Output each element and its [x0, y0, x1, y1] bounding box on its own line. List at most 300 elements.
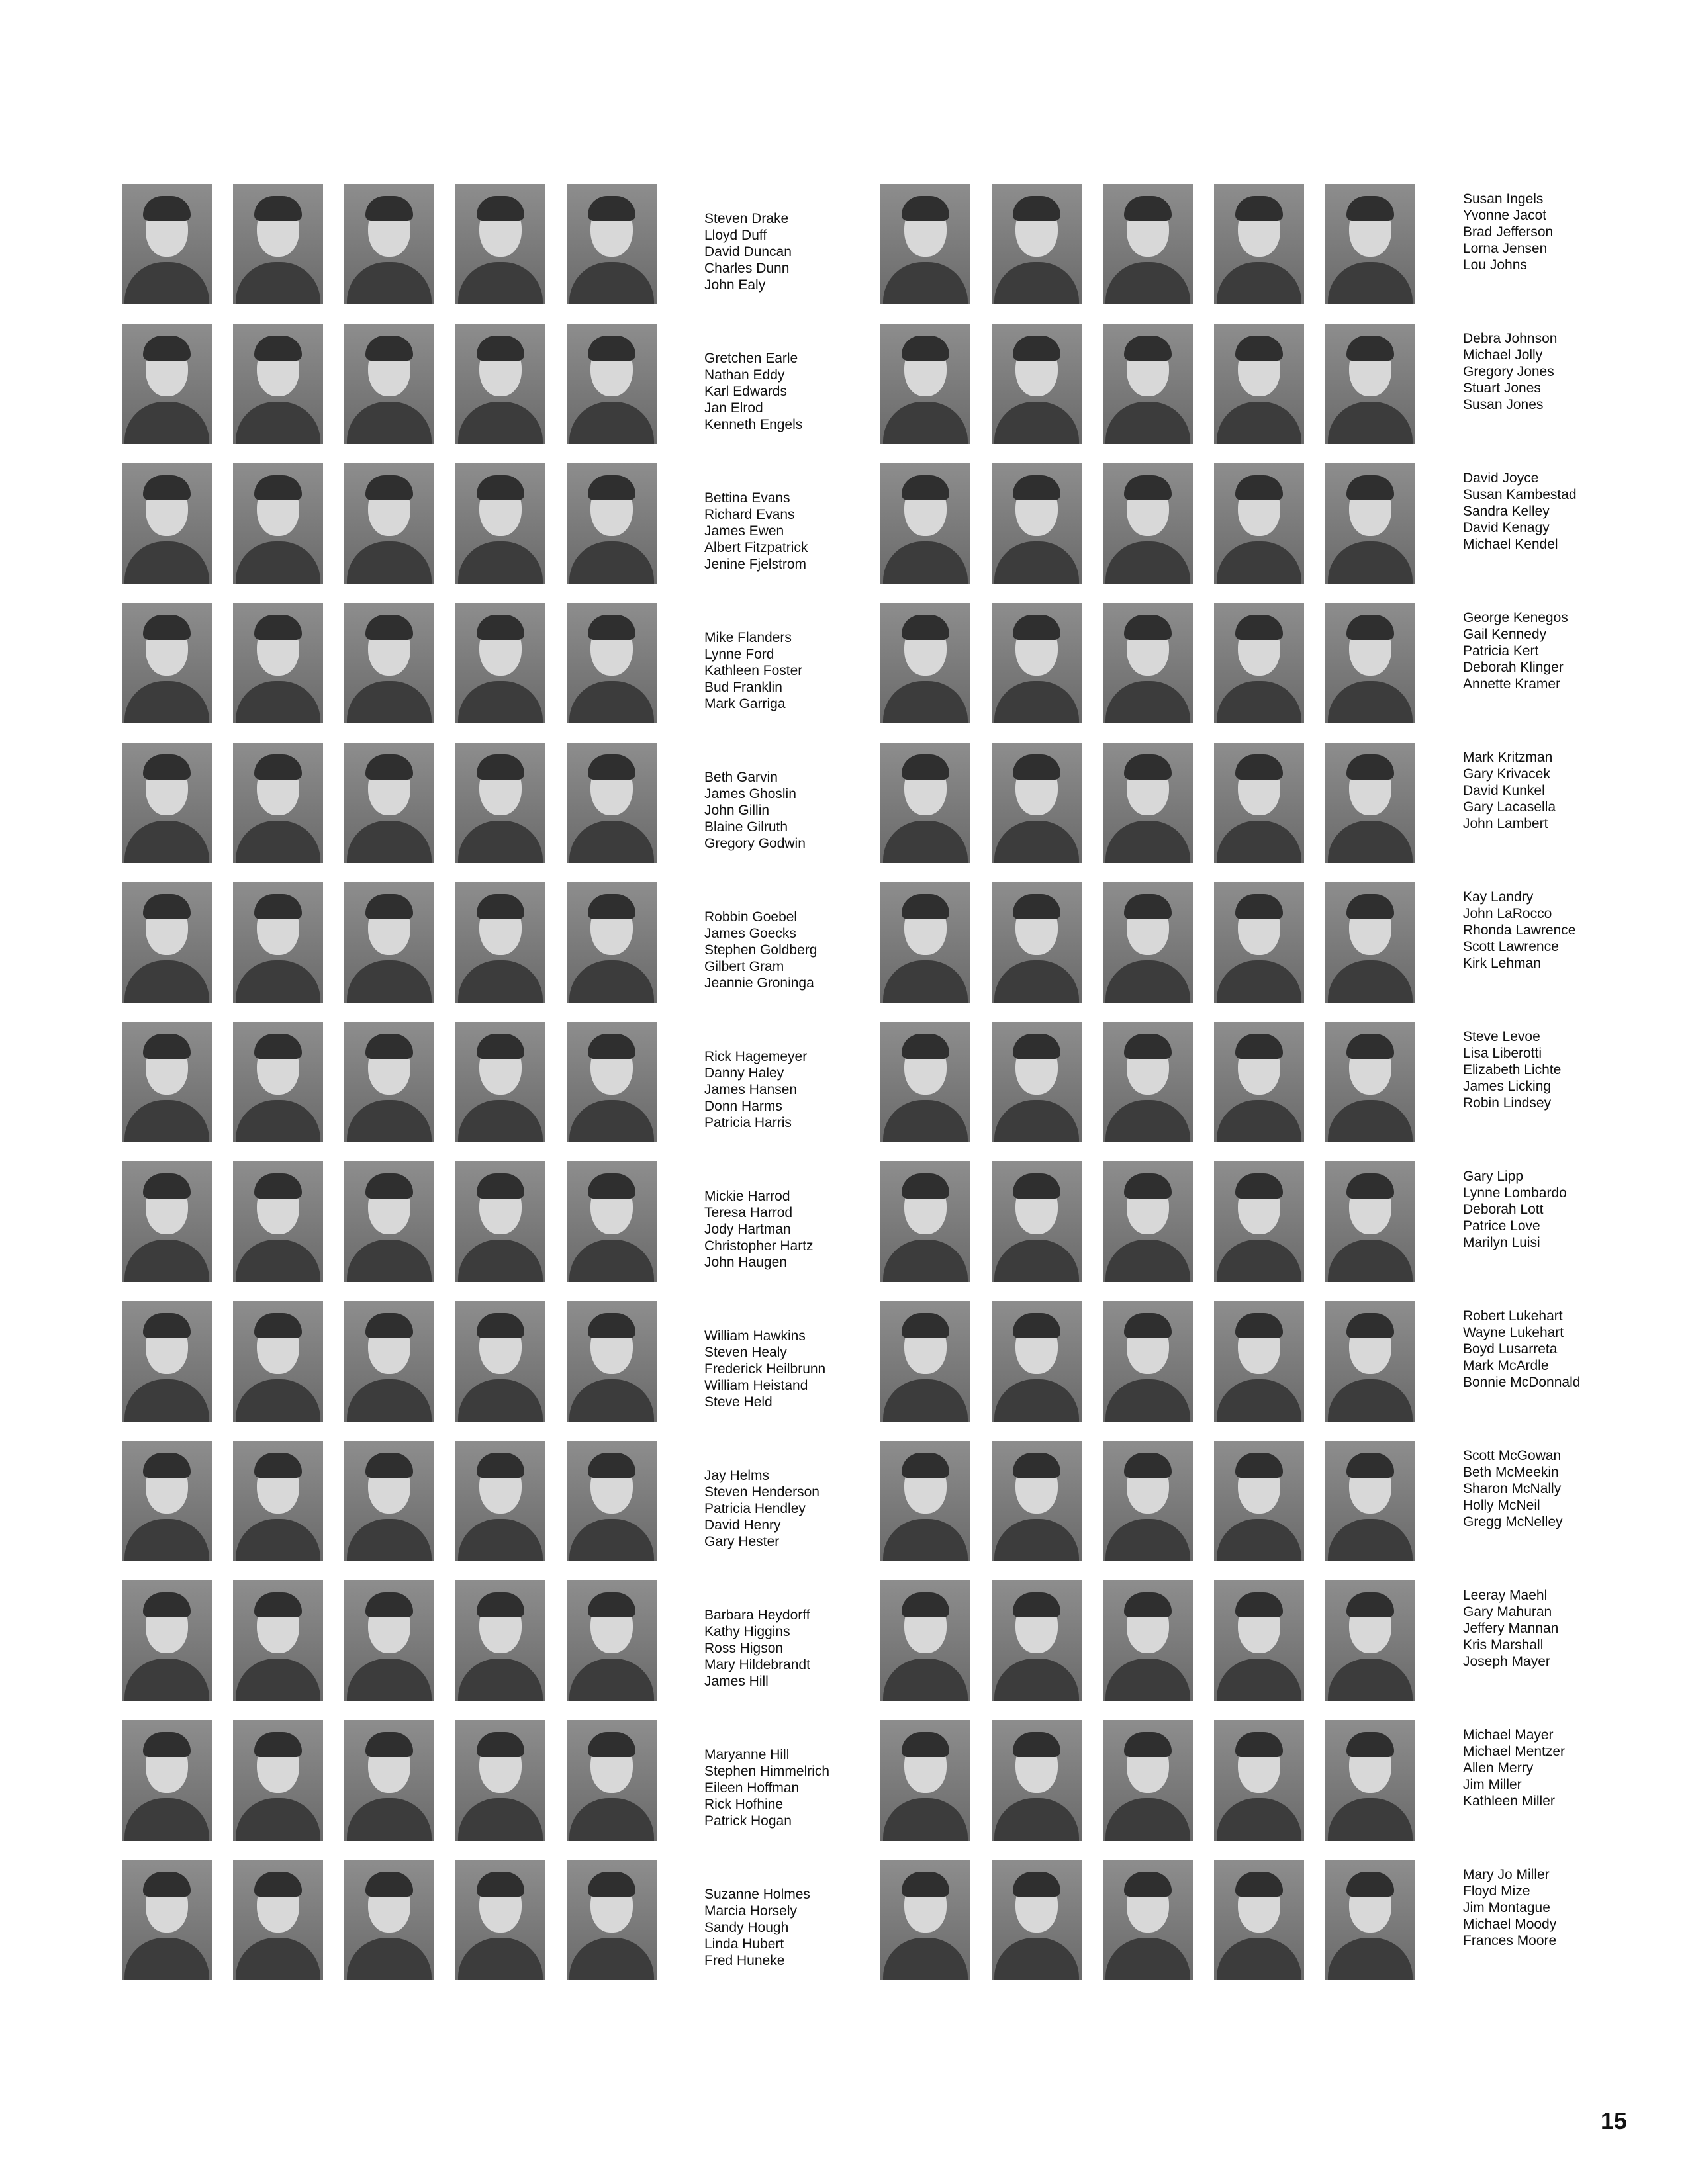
student-portrait — [880, 1022, 970, 1142]
student-name: Michael Mayer — [1463, 1727, 1554, 1743]
student-portrait — [992, 1720, 1082, 1841]
portrait-strip — [880, 603, 1415, 723]
student-portrait — [1325, 603, 1415, 723]
portrait-strip — [880, 1161, 1415, 1282]
student-name: David Kenagy — [1463, 520, 1550, 535]
student-portrait — [1103, 1860, 1193, 1980]
student-portrait — [455, 324, 545, 444]
name-list — [704, 629, 802, 712]
student-portrait — [992, 1441, 1082, 1561]
student-portrait — [344, 743, 434, 863]
student-portrait — [233, 1860, 323, 1980]
student-name: Steve Held — [704, 1394, 773, 1410]
name-list — [704, 769, 806, 852]
student-name: Lynne Lombardo — [1463, 1185, 1567, 1201]
student-portrait — [567, 603, 657, 723]
student-name: Gary Hester — [704, 1534, 780, 1549]
student-portrait — [233, 1580, 323, 1701]
student-portrait — [1325, 1580, 1415, 1701]
student-name: Marcia Horsely — [704, 1903, 798, 1919]
portrait-strip — [880, 882, 1415, 1003]
name-list — [1463, 1727, 1565, 1809]
student-portrait — [122, 1301, 212, 1422]
student-name: Stuart Jones — [1463, 381, 1541, 396]
student-portrait — [992, 463, 1082, 584]
student-name: Suzanne Holmes — [704, 1887, 810, 1902]
student-name: Jeffery Mannan — [1463, 1621, 1559, 1636]
student-name: Beth McMeekin — [1463, 1465, 1559, 1480]
student-portrait — [1214, 184, 1304, 304]
student-portrait — [880, 184, 970, 304]
student-name: Steven Drake — [704, 211, 789, 226]
student-portrait — [880, 882, 970, 1003]
portrait-row — [880, 603, 1580, 723]
portrait-strip — [880, 324, 1415, 444]
student-name: Steven Henderson — [704, 1484, 820, 1500]
student-portrait — [122, 1860, 212, 1980]
portrait-row — [122, 603, 829, 723]
student-name: Michael Moody — [1463, 1917, 1557, 1932]
student-portrait — [567, 743, 657, 863]
name-list — [1463, 749, 1556, 832]
student-name: Boyd Lusarreta — [1463, 1342, 1558, 1357]
portrait-row — [880, 324, 1580, 444]
student-name: Patrice Love — [1463, 1218, 1540, 1234]
portrait-strip — [122, 743, 657, 863]
student-portrait — [233, 1301, 323, 1422]
student-portrait — [233, 1022, 323, 1142]
student-portrait — [992, 1022, 1082, 1142]
student-name: Bud Franklin — [704, 680, 782, 695]
student-portrait — [567, 1860, 657, 1980]
portrait-row — [880, 1022, 1580, 1142]
student-name: Rhonda Lawrence — [1463, 923, 1576, 938]
student-name: Rick Hagemeyer — [704, 1049, 808, 1064]
student-portrait — [1103, 882, 1193, 1003]
student-portrait — [233, 1441, 323, 1561]
student-name: Ross Higson — [704, 1641, 784, 1656]
student-portrait — [122, 1580, 212, 1701]
student-name: Jody Hartman — [704, 1222, 791, 1237]
student-name: Gail Kennedy — [1463, 627, 1547, 642]
portrait-row — [880, 1161, 1580, 1282]
student-name: Holly McNeil — [1463, 1498, 1540, 1513]
student-name: Bettina Evans — [704, 490, 790, 506]
student-name: James Licking — [1463, 1079, 1552, 1094]
student-portrait — [455, 463, 545, 584]
student-name: Jan Elrod — [704, 400, 763, 416]
student-portrait — [567, 324, 657, 444]
name-list — [1463, 470, 1577, 553]
student-portrait — [880, 743, 970, 863]
name-list — [1463, 610, 1568, 692]
student-portrait — [1325, 882, 1415, 1003]
name-list — [1463, 1866, 1556, 1949]
student-portrait — [992, 603, 1082, 723]
portrait-row — [122, 463, 829, 584]
name-list — [704, 1328, 825, 1410]
student-name: Wayne Lukehart — [1463, 1325, 1564, 1340]
student-name: Gretchen Earle — [704, 351, 798, 366]
student-portrait — [455, 1022, 545, 1142]
student-portrait — [1103, 1580, 1193, 1701]
name-list — [704, 1886, 810, 1969]
student-portrait — [567, 184, 657, 304]
student-name: Nathan Eddy — [704, 367, 785, 383]
student-portrait — [880, 1301, 970, 1422]
portrait-strip — [880, 463, 1415, 584]
student-name: James Ghoslin — [704, 786, 796, 801]
student-name: Kenneth Engels — [704, 417, 803, 432]
student-portrait — [122, 1720, 212, 1841]
student-name: Rick Hofhine — [704, 1797, 784, 1812]
portrait-row — [122, 882, 829, 1003]
name-list — [704, 909, 817, 991]
student-name: Bonnie McDonnald — [1463, 1375, 1581, 1390]
student-portrait — [880, 1161, 970, 1282]
student-portrait — [455, 882, 545, 1003]
student-name: John LaRocco — [1463, 906, 1552, 921]
student-portrait — [1103, 1161, 1193, 1282]
student-portrait — [122, 463, 212, 584]
student-name: Michael Jolly — [1463, 347, 1543, 363]
student-portrait — [233, 743, 323, 863]
student-portrait — [880, 463, 970, 584]
student-portrait — [1325, 743, 1415, 863]
student-name: Kris Marshall — [1463, 1637, 1544, 1653]
name-list — [1463, 191, 1553, 273]
portrait-strip — [880, 1860, 1415, 1980]
student-name: Kirk Lehman — [1463, 956, 1541, 971]
student-name: David Henry — [704, 1518, 781, 1533]
student-portrait — [880, 1580, 970, 1701]
name-list — [704, 1048, 807, 1131]
student-name: Mark Kritzman — [1463, 750, 1553, 765]
student-name: David Joyce — [1463, 471, 1539, 486]
portrait-strip — [122, 1441, 657, 1561]
name-list — [1463, 1028, 1561, 1111]
student-portrait — [567, 1580, 657, 1701]
portrait-strip — [122, 1301, 657, 1422]
student-name: George Kenegos — [1463, 610, 1568, 625]
student-portrait — [992, 1860, 1082, 1980]
student-name: Gregory Jones — [1463, 364, 1554, 379]
student-name: Patrick Hogan — [704, 1813, 792, 1829]
portrait-strip — [122, 324, 657, 444]
student-name: Gilbert Gram — [704, 959, 784, 974]
student-name: Kathleen Miller — [1463, 1794, 1555, 1809]
portrait-row — [122, 184, 829, 304]
student-portrait — [344, 1441, 434, 1561]
student-name: Charles Dunn — [704, 261, 790, 276]
student-name: Barbara Heydorff — [704, 1608, 810, 1623]
name-list — [704, 1607, 810, 1690]
student-name: Frances Moore — [1463, 1933, 1557, 1948]
student-portrait — [992, 324, 1082, 444]
student-name: William Heistand — [704, 1378, 808, 1393]
student-name: Robbin Goebel — [704, 909, 798, 925]
student-portrait — [1214, 1720, 1304, 1841]
student-name: Susan Kambestad — [1463, 487, 1577, 502]
student-portrait — [1214, 603, 1304, 723]
student-portrait — [1325, 463, 1415, 584]
student-portrait — [1103, 184, 1193, 304]
student-portrait — [344, 463, 434, 584]
student-portrait — [344, 184, 434, 304]
student-name: John Lambert — [1463, 816, 1548, 831]
portrait-row — [880, 184, 1580, 304]
student-name: Lou Johns — [1463, 257, 1527, 273]
student-portrait — [992, 743, 1082, 863]
student-portrait — [1325, 1301, 1415, 1422]
student-portrait — [1103, 603, 1193, 723]
name-list — [704, 1467, 820, 1550]
student-name: Gary Lacasella — [1463, 799, 1556, 815]
student-name: Lorna Jensen — [1463, 241, 1548, 256]
portrait-strip — [880, 1301, 1415, 1422]
student-portrait — [1325, 1860, 1415, 1980]
student-name: Brad Jefferson — [1463, 224, 1554, 240]
portrait-strip — [880, 743, 1415, 863]
student-portrait — [455, 1301, 545, 1422]
student-name: Gregg McNelley — [1463, 1514, 1563, 1529]
student-portrait — [567, 1301, 657, 1422]
student-name: William Hawkins — [704, 1328, 806, 1343]
student-name: Beth Garvin — [704, 770, 778, 785]
student-name: Maryanne Hill — [704, 1747, 790, 1762]
student-portrait — [880, 603, 970, 723]
student-name: Mark Garriga — [704, 696, 786, 711]
student-name: James Goecks — [704, 926, 796, 941]
portrait-strip — [880, 1441, 1415, 1561]
name-list — [704, 350, 802, 433]
student-portrait — [122, 1441, 212, 1561]
student-portrait — [344, 324, 434, 444]
student-portrait — [1103, 1022, 1193, 1142]
student-name: Teresa Harrod — [704, 1205, 793, 1220]
student-name: Mark McArdle — [1463, 1358, 1549, 1373]
student-portrait — [1103, 743, 1193, 863]
student-name: Kathleen Foster — [704, 663, 803, 678]
student-portrait — [455, 1720, 545, 1841]
name-list — [704, 1188, 814, 1271]
portrait-row — [880, 743, 1580, 863]
name-list — [704, 1747, 829, 1829]
portrait-row — [122, 1441, 829, 1561]
student-portrait — [344, 1860, 434, 1980]
student-name: Joseph Mayer — [1463, 1654, 1550, 1669]
student-portrait — [880, 324, 970, 444]
student-portrait — [1214, 463, 1304, 584]
student-name: Mary Hildebrandt — [704, 1657, 810, 1672]
portrait-strip — [122, 1860, 657, 1980]
student-portrait — [233, 1720, 323, 1841]
student-name: John Haugen — [704, 1255, 787, 1270]
student-name: Allen Merry — [1463, 1760, 1534, 1776]
student-portrait — [233, 603, 323, 723]
student-name: Karl Edwards — [704, 384, 787, 399]
student-portrait — [233, 184, 323, 304]
portrait-strip — [122, 1161, 657, 1282]
student-name: Marilyn Luisi — [1463, 1235, 1540, 1250]
student-name: Debra Johnson — [1463, 331, 1558, 346]
student-name: Michael Kendel — [1463, 537, 1558, 552]
student-portrait — [992, 1580, 1082, 1701]
student-name: David Kunkel — [1463, 783, 1545, 798]
student-portrait — [1214, 1580, 1304, 1701]
student-name: Elizabeth Lichte — [1463, 1062, 1562, 1077]
student-portrait — [1325, 1441, 1415, 1561]
student-name: Gary Mahuran — [1463, 1604, 1552, 1619]
student-portrait — [122, 882, 212, 1003]
student-portrait — [122, 1022, 212, 1142]
student-name: Linda Hubert — [704, 1936, 784, 1952]
student-name: Blaine Gilruth — [704, 819, 788, 835]
student-portrait — [344, 1161, 434, 1282]
student-portrait — [122, 743, 212, 863]
student-portrait — [1325, 1161, 1415, 1282]
student-portrait — [455, 1860, 545, 1980]
student-name: Patricia Harris — [704, 1115, 792, 1130]
student-portrait — [1103, 463, 1193, 584]
student-portrait — [344, 603, 434, 723]
portrait-row — [880, 463, 1580, 584]
student-name: Frederick Heilbrunn — [704, 1361, 826, 1377]
student-portrait — [344, 1720, 434, 1841]
portrait-strip — [122, 1720, 657, 1841]
student-portrait — [567, 1161, 657, 1282]
portrait-strip — [122, 184, 657, 304]
student-portrait — [880, 1860, 970, 1980]
student-name: Danny Haley — [704, 1066, 784, 1081]
portrait-row — [880, 1441, 1580, 1561]
student-portrait — [1325, 324, 1415, 444]
student-name: John Gillin — [704, 803, 770, 818]
portrait-row — [122, 1161, 829, 1282]
portrait-row — [122, 743, 829, 863]
student-portrait — [344, 1580, 434, 1701]
portrait-row — [122, 1022, 829, 1142]
student-name: Susan Ingels — [1463, 191, 1544, 206]
portrait-strip — [880, 1580, 1415, 1701]
student-name: Lisa Liberotti — [1463, 1046, 1542, 1061]
student-portrait — [567, 1022, 657, 1142]
student-name: David Duncan — [704, 244, 792, 259]
student-name: Fred Huneke — [704, 1953, 785, 1968]
portrait-strip — [880, 184, 1415, 304]
portrait-row — [122, 1301, 829, 1422]
student-name: Sandy Hough — [704, 1920, 789, 1935]
student-portrait — [233, 1161, 323, 1282]
student-name: Patricia Hendley — [704, 1501, 806, 1516]
student-name: Lynne Ford — [704, 647, 774, 662]
student-name: Donn Harms — [704, 1099, 782, 1114]
page-number: 15 — [1601, 2107, 1628, 2134]
student-name: Michael Mentzer — [1463, 1744, 1566, 1759]
student-portrait — [567, 882, 657, 1003]
student-portrait — [122, 1161, 212, 1282]
student-portrait — [455, 743, 545, 863]
student-portrait — [1214, 743, 1304, 863]
student-portrait — [455, 1441, 545, 1561]
student-name: James Hansen — [704, 1082, 798, 1097]
student-portrait — [1103, 1441, 1193, 1561]
student-portrait — [344, 882, 434, 1003]
portrait-row — [122, 324, 829, 444]
student-name: Sandra Kelley — [1463, 504, 1550, 519]
student-portrait — [1214, 324, 1304, 444]
portrait-row — [880, 1860, 1580, 1980]
portrait-strip — [122, 1580, 657, 1701]
name-list — [704, 490, 808, 572]
student-name: Eileen Hoffman — [704, 1780, 800, 1796]
student-portrait — [1325, 184, 1415, 304]
right-column — [880, 184, 1580, 1999]
student-name: Kay Landry — [1463, 889, 1534, 905]
student-portrait — [455, 184, 545, 304]
student-name: Susan Jones — [1463, 397, 1544, 412]
student-portrait — [567, 1441, 657, 1561]
student-name: Leeray Maehl — [1463, 1588, 1548, 1603]
portrait-row — [880, 1720, 1580, 1841]
student-portrait — [1103, 324, 1193, 444]
student-name: Mary Jo Miller — [1463, 1867, 1550, 1882]
left-column — [122, 184, 829, 1999]
name-list — [1463, 1447, 1563, 1530]
name-list — [704, 210, 792, 293]
portrait-strip — [122, 882, 657, 1003]
student-name: Steven Healy — [704, 1345, 787, 1360]
portrait-strip — [122, 1022, 657, 1142]
student-name: James Hill — [704, 1674, 769, 1689]
student-portrait — [344, 1022, 434, 1142]
student-portrait — [992, 882, 1082, 1003]
student-portrait — [233, 463, 323, 584]
student-portrait — [233, 882, 323, 1003]
student-name: Jenine Fjelstrom — [704, 557, 807, 572]
student-name: Jim Montague — [1463, 1900, 1550, 1915]
portrait-row — [880, 1301, 1580, 1422]
student-name: Kathy Higgins — [704, 1624, 790, 1639]
portrait-strip — [122, 463, 657, 584]
student-name: John Ealy — [704, 277, 766, 293]
student-portrait — [122, 184, 212, 304]
student-name: Yvonne Jacot — [1463, 208, 1547, 223]
student-portrait — [1214, 1301, 1304, 1422]
student-name: Mickie Harrod — [704, 1189, 790, 1204]
name-list — [1463, 1587, 1558, 1670]
student-portrait — [455, 1580, 545, 1701]
student-name: Robert Lukehart — [1463, 1308, 1563, 1324]
student-portrait — [1214, 1860, 1304, 1980]
student-portrait — [1214, 1022, 1304, 1142]
student-name: Stephen Himmelrich — [704, 1764, 830, 1779]
student-name: Scott McGowan — [1463, 1448, 1562, 1463]
portrait-strip — [880, 1022, 1415, 1142]
student-name: Gary Krivacek — [1463, 766, 1550, 782]
student-portrait — [1214, 1161, 1304, 1282]
student-portrait — [567, 463, 657, 584]
student-portrait — [567, 1720, 657, 1841]
name-list — [1463, 1168, 1567, 1251]
student-portrait — [992, 1161, 1082, 1282]
student-name: Jim Miller — [1463, 1777, 1522, 1792]
student-portrait — [455, 603, 545, 723]
name-list — [1463, 330, 1557, 413]
student-portrait — [992, 184, 1082, 304]
student-portrait — [455, 1161, 545, 1282]
student-portrait — [1214, 882, 1304, 1003]
